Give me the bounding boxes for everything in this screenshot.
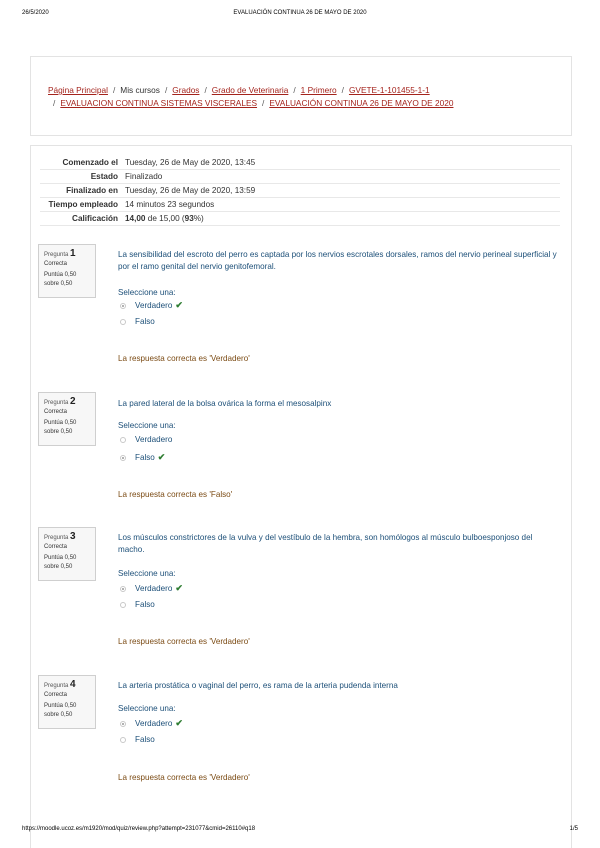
option-label: Falso xyxy=(135,735,155,744)
option-true[interactable] xyxy=(120,583,183,594)
question-state: Correcta xyxy=(44,261,68,267)
breadcrumb-quiz[interactable]: EVALUACIÓN CONTINUA 26 DE MAYO DE 2020 xyxy=(269,97,454,108)
grade-line: sobre 0,50 xyxy=(44,712,73,718)
question-text: La pared lateral de la bolsa ovárica la forma el mesosalpinx xyxy=(118,399,332,408)
summary-value: Finalizado xyxy=(125,172,163,181)
check-icon: ✔ xyxy=(175,718,183,728)
grade-line: Puntúa 0,50 xyxy=(44,555,77,561)
summary-row xyxy=(40,212,560,226)
grade-max: de 15,00 ( xyxy=(145,214,185,223)
breadcrumb-separator: / xyxy=(262,97,265,108)
question-text: La sensibilidad del escroto del perro es captada por los nervios escrotales dorsales, ramos del nervio perineal superficial y por el ramo genital del nervio genitofemoral. xyxy=(118,250,557,271)
grade-line: Puntúa 0,50 xyxy=(44,272,77,278)
grade-percent: 93 xyxy=(184,214,194,223)
summary-key: Calificación xyxy=(72,214,118,223)
option-label: Verdadero xyxy=(135,719,173,728)
summary-value: 14 minutos 23 segundos xyxy=(125,200,215,209)
print-footer xyxy=(22,826,578,836)
option-false[interactable] xyxy=(120,600,155,609)
question-prefix: Pregunta xyxy=(44,252,69,258)
grade-line: Puntúa 0,50 xyxy=(44,703,77,709)
select-one-prompt: Seleccione una: xyxy=(118,569,176,578)
question-number xyxy=(44,248,90,259)
question-number xyxy=(44,679,90,690)
option-true[interactable] xyxy=(120,435,172,444)
question-number xyxy=(44,396,90,407)
option-false[interactable] xyxy=(120,452,165,463)
question-4 xyxy=(38,675,562,790)
grade-percent-suffix: %) xyxy=(193,214,204,223)
breadcrumb-panel xyxy=(30,56,572,136)
breadcrumb-my-courses: Mis cursos xyxy=(120,85,160,95)
correct-answer-feedback: La respuesta correcta es 'Verdadero' xyxy=(118,354,250,363)
print-header xyxy=(22,10,578,20)
breadcrumb-separator: / xyxy=(53,97,56,108)
breadcrumb-grados[interactable]: Grados xyxy=(172,85,200,95)
select-one-prompt: Seleccione una: xyxy=(118,421,176,430)
option-true[interactable] xyxy=(120,718,183,729)
print-date: 26/5/2020 xyxy=(22,10,49,16)
summary-row xyxy=(40,184,560,198)
breadcrumb-section[interactable]: EVALUACION CONTINUA SISTEMAS VISCERALES xyxy=(60,97,258,108)
check-icon: ✔ xyxy=(175,300,183,310)
breadcrumb-separator: / xyxy=(293,85,296,95)
question-text: La arteria prostática o vaginal del perro, es rama de la arteria pudenda interna xyxy=(118,681,398,690)
question-3 xyxy=(38,527,562,647)
radio-button[interactable] xyxy=(120,437,126,443)
question-2 xyxy=(38,392,562,502)
question-info xyxy=(38,675,96,729)
radio-button[interactable] xyxy=(120,586,126,592)
radio-button[interactable] xyxy=(120,455,126,461)
question-info xyxy=(38,244,96,298)
question-grade xyxy=(44,419,90,437)
question-prefix: Pregunta xyxy=(44,535,69,541)
question-state: Correcta xyxy=(44,544,68,550)
question-number-value: 2 xyxy=(70,396,76,407)
question-text: Los músculos constrictores de la vulva y del vestíbulo de la hembra, son homólogos al músculo bulboesponjoso del macho. xyxy=(118,533,533,554)
check-icon: ✔ xyxy=(175,583,183,593)
option-false[interactable] xyxy=(120,317,155,326)
summary-value xyxy=(118,212,204,225)
breadcrumb-primero[interactable]: 1 Primero xyxy=(300,85,337,95)
question-number-value: 3 xyxy=(70,531,76,542)
summary-key: Tiempo empleado xyxy=(48,200,118,209)
question-grade xyxy=(44,702,90,720)
check-icon: ✔ xyxy=(157,452,166,462)
print-url: https://moodle.ucoz.es/m1920/mod/quiz/review.php?attempt=231077&cmid=26110#q18 xyxy=(22,826,256,832)
question-state: Correcta xyxy=(44,692,68,698)
summary-value: Tuesday, 26 de May de 2020, 13:45 xyxy=(125,158,256,167)
summary-key: Comenzado el xyxy=(62,158,118,167)
option-false[interactable] xyxy=(120,735,155,744)
question-grade xyxy=(44,554,90,572)
select-one-prompt: Seleccione una: xyxy=(118,704,176,713)
question-prefix: Pregunta xyxy=(44,400,69,406)
breadcrumb-separator: / xyxy=(112,85,116,95)
correct-answer-feedback: La respuesta correcta es 'Verdadero' xyxy=(118,773,250,782)
option-label: Verdadero xyxy=(135,584,173,593)
breadcrumb xyxy=(48,84,559,109)
correct-answer-feedback: La respuesta correcta es 'Falso' xyxy=(118,490,233,499)
breadcrumb-home[interactable]: Página Principal xyxy=(48,85,108,95)
select-one-prompt: Seleccione una: xyxy=(118,288,176,297)
question-grade xyxy=(44,271,90,289)
question-prefix: Pregunta xyxy=(44,683,69,689)
print-page-number: 1/5 xyxy=(569,826,578,832)
question-number-value: 4 xyxy=(70,679,76,690)
question-info xyxy=(38,392,96,446)
summary-key: Finalizado en xyxy=(66,186,118,195)
option-label: Verdadero xyxy=(135,435,173,444)
grade-line: Puntúa 0,50 xyxy=(44,420,77,426)
summary-key: Estado xyxy=(90,172,118,181)
breadcrumb-separator: / xyxy=(164,85,168,95)
radio-button[interactable] xyxy=(120,602,126,608)
option-label: Falso xyxy=(135,600,155,609)
grade-value: 14,00 xyxy=(125,214,146,223)
option-true[interactable] xyxy=(120,300,183,311)
radio-button[interactable] xyxy=(120,319,126,325)
radio-button[interactable] xyxy=(120,721,126,727)
grade-line: sobre 0,50 xyxy=(44,429,73,435)
option-label: Verdadero xyxy=(135,301,173,310)
option-label: Falso xyxy=(135,317,155,326)
question-state: Correcta xyxy=(44,409,68,415)
radio-button[interactable] xyxy=(120,737,126,743)
breadcrumb-grado-veterinaria[interactable]: Grado de Veterinaria xyxy=(211,85,289,95)
correct-answer-feedback: La respuesta correcta es 'Verdadero' xyxy=(118,637,250,646)
question-number-value: 1 xyxy=(70,248,76,259)
question-info xyxy=(38,527,96,581)
summary-value: Tuesday, 26 de May de 2020, 13:59 xyxy=(125,186,256,195)
question-number xyxy=(44,531,90,542)
question-1 xyxy=(38,244,562,364)
radio-button[interactable] xyxy=(120,303,126,309)
breadcrumb-course-code[interactable]: GVETE-1-101455-1-1 xyxy=(348,85,430,95)
breadcrumb-separator: / xyxy=(204,85,207,95)
grade-line: sobre 0,50 xyxy=(44,564,73,570)
option-label: Falso xyxy=(135,453,155,462)
summary-row xyxy=(40,156,560,170)
grade-line: sobre 0,50 xyxy=(44,281,73,287)
summary-row xyxy=(40,170,560,184)
attempt-summary-table xyxy=(40,156,560,226)
summary-row xyxy=(40,198,560,212)
breadcrumb-separator: / xyxy=(341,85,344,95)
print-title: EVALUACIÓN CONTINUA 26 DE MAYO DE 2020 xyxy=(233,10,367,16)
